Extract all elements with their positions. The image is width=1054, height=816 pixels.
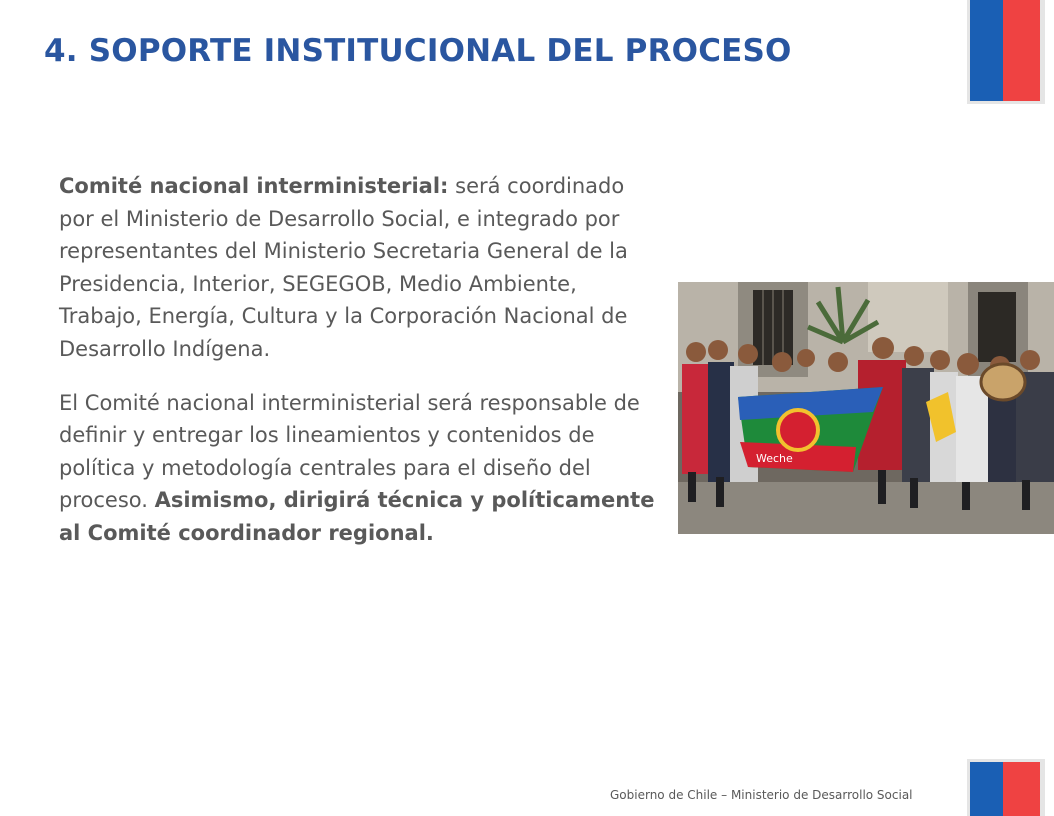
chile-flag-stripe-top — [967, 0, 1045, 104]
flag-blue-band — [970, 762, 1003, 816]
flag-blue-band — [970, 0, 1003, 101]
paragraph-committee — [59, 170, 664, 366]
flag-red-band — [1003, 0, 1040, 101]
group-photo — [678, 282, 1054, 534]
flag-banner-text: Weche — [756, 452, 793, 465]
paragraph-text: será coordinado por el Ministerio de Desarrollo Social, e integrado por representantes del Ministerio Secretaria General de la Presidencia, Interior, SEGEGOB, Medio Ambiente, Trabajo, Energía, Cultura y la Corporación Nacional de Desarrollo Indígena. — [59, 174, 628, 361]
slide-title: 4. SOPORTE INSTITUCIONAL DEL PROCESO — [44, 33, 792, 69]
flag-red-band — [1003, 762, 1040, 816]
paragraph-responsibilities — [59, 387, 664, 550]
paragraph-text: El Comité nacional interministerial será responsable de definir y entregar los lineamientos y contenidos de política y metodología centrales para el diseño del proceso. — [59, 390, 640, 513]
chile-flag-stripe-bottom — [967, 759, 1045, 816]
paragraph-bold-tail: Asimismo, dirigirá técnica y políticamente al Comité coordinador regional. — [59, 488, 655, 545]
slide-body — [59, 170, 664, 550]
footer-text: Gobierno de Chile – Ministerio de Desarrollo Social — [610, 788, 913, 802]
paragraph-bold-lead: Comité nacional interministerial: — [59, 174, 449, 198]
